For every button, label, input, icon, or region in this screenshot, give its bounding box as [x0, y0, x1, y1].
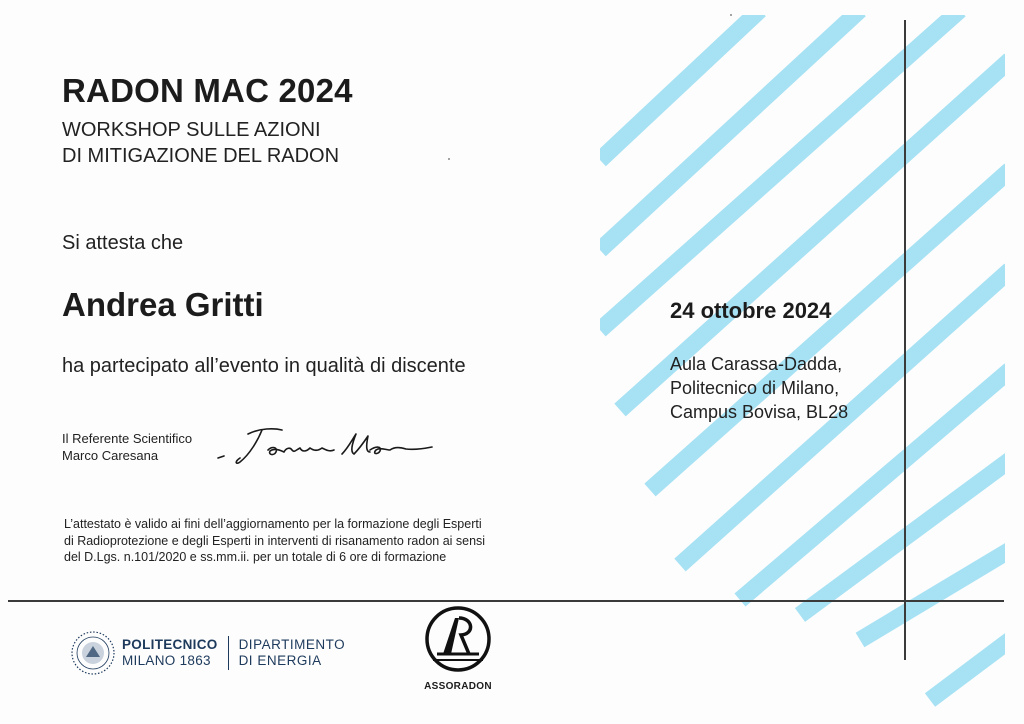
department-name — [239, 637, 346, 669]
polimi-logo — [70, 630, 345, 676]
assoradon-emblem-icon — [423, 604, 493, 674]
validity-line: del D.Lgs. n.101/2020 e ss.mm.ii. per un totale di 6 ore di formazione — [64, 550, 447, 564]
event-date: 24 ottobre 2024 — [670, 298, 832, 323]
event-subtitle — [62, 117, 339, 169]
venue-line: Politecnico di Milano, — [670, 378, 840, 398]
event-subtitle-line: DI MITIGAZIONE DEL RADON — [62, 145, 340, 167]
attestation-intro: Si attesta che — [62, 232, 184, 254]
polimi-city: MILANO 1863 — [122, 653, 211, 668]
polimi-name: POLITECNICO — [122, 637, 218, 652]
scan-speck — [730, 14, 732, 16]
scientific-referent — [62, 430, 192, 464]
vertical-rule — [904, 20, 906, 660]
participant-name: Andrea Gritti — [62, 286, 264, 323]
event-title: RADON MAC 2024 — [62, 72, 353, 109]
department-line: DIPARTIMENTO — [238, 637, 346, 652]
event-venue — [670, 352, 848, 424]
participation-role: ha partecipato all’evento in qualità di discente — [62, 355, 466, 377]
scan-speck — [448, 158, 450, 160]
polimi-seal-icon — [70, 630, 116, 676]
validity-statement — [64, 516, 584, 566]
validity-line: L’attestato è valido ai fini dell’aggiornamento per la formazione degli Esperti — [64, 517, 482, 531]
venue-line: Aula Carassa-Dadda, — [670, 354, 843, 374]
polimi-wordmark — [122, 637, 218, 669]
assoradon-logo — [418, 604, 498, 692]
referent-name: Marco Caresana — [62, 448, 159, 463]
logo-divider — [228, 636, 229, 670]
assoradon-label: ASSORADON — [424, 681, 492, 692]
event-subtitle-line: WORKSHOP SULLE AZIONI — [62, 119, 321, 141]
venue-line: Campus Bovisa, BL28 — [670, 402, 849, 422]
handwritten-signature — [210, 420, 440, 470]
validity-line: di Radioprotezione e degli Esperti in interventi di risanamento radon ai sensi — [64, 533, 486, 548]
department-line: DI ENERGIA — [238, 653, 322, 668]
referent-label: Il Referente Scientifico — [62, 431, 193, 446]
horizontal-rule — [8, 600, 1004, 602]
